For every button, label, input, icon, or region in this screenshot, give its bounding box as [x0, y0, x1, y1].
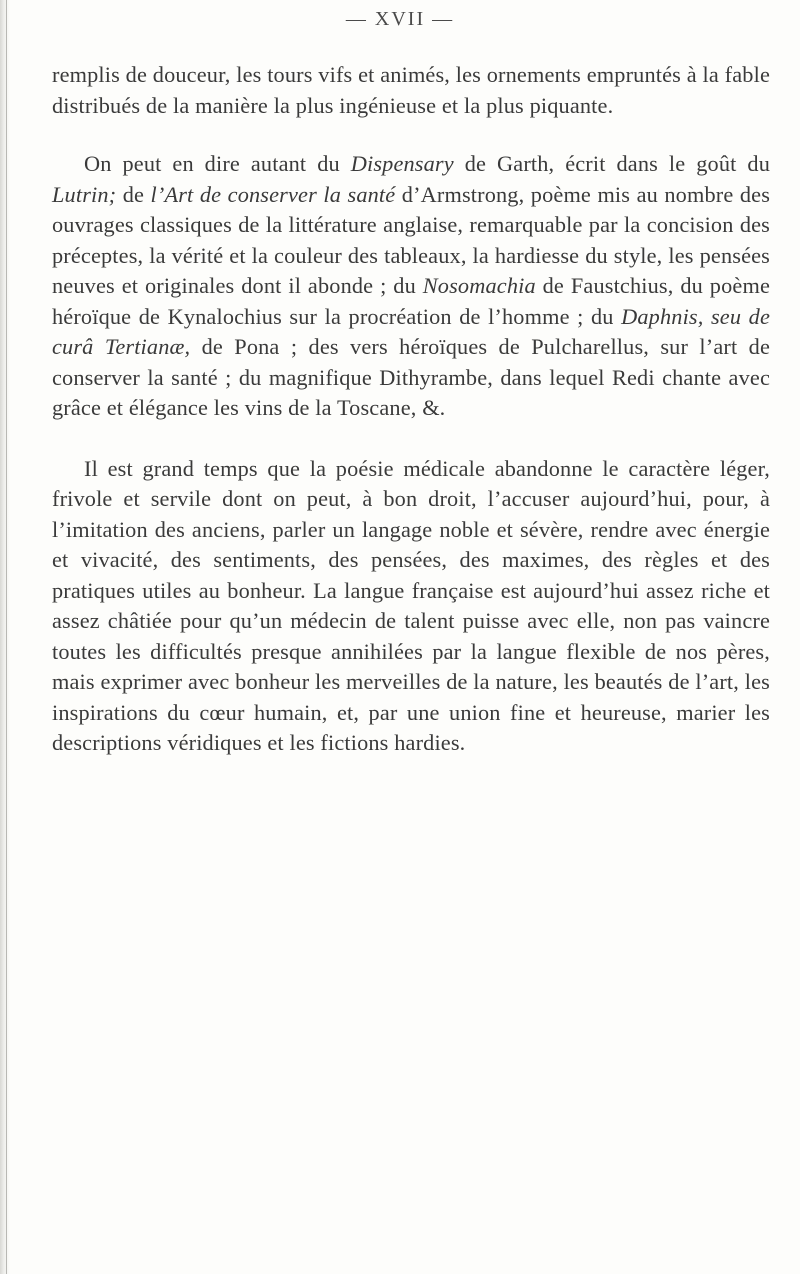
text-run: de [116, 181, 151, 207]
text-run: Il est grand temps que la poésie médicale abandonne le caractère léger, frivole et servile dont on peut, à bon droit, l’accuser aujourd’hui, pour, à l’imitation des anciens, parler un langage noble et sévère, rendre avec énergie et vivacité, des sentiments, des pensées, des maximes, des règles et des pratiques utiles au bonheur. La langue française est aujourd’hui assez riche et assez châtiée pour qu’un médecin de talent puisse avec elle, non pas vaincre toutes les difficultés presque annihilées par la langue flexible de nos pères, mais exprimer avec bonheur les merveilles de la nature, les beautés de l’art, les inspirations du cœur humain, et, par une union fine et heureuse, marier les descriptions véridiques et les fictions hardies. [52, 455, 770, 755]
text-run: remplis de douceur, les tours vifs et animés, les ornements empruntés à la fable distribués de la manière la plus ingénieuse et la plus piquante. [52, 62, 770, 118]
binding-edge [0, 0, 10, 1274]
italic-title: Daphnis, seu de curâ Tertianæ, [52, 303, 771, 359]
text-run: d’Armstrong, poème mis au nombre des ouvrages classiques de la littérature anglaise, remarquable par la concision des préceptes, la vérité et la couleur des tableaux, la hardiesse du style, les pensées neuves et originales dont il abonde ; du [52, 181, 771, 298]
page-number: — XVII — [345, 8, 455, 30]
italic-title: Dispensary [350, 151, 454, 176]
text-run: de Pona ; des vers héroïques de Pulcharellus, sur l’art de conserver la santé ; du magnifique Dithyrambe, dans lequel Redi chante avec grâce et élégance les vins de la Toscane, &. [52, 334, 770, 420]
text-run: de Faustchius, du poème héroïque de Kynalochius sur la procréation de l’homme ; du [52, 273, 770, 329]
paragraph-1 [52, 60, 770, 121]
binding-line [6, 0, 7, 1274]
paragraph-2 [52, 149, 770, 424]
text-run: On peut en dire autant du [84, 151, 351, 176]
body-text [52, 60, 770, 759]
paragraph-gap [52, 121, 770, 149]
text-run: de Garth, écrit dans le goût du [453, 151, 770, 176]
paragraph-3 [52, 454, 770, 759]
italic-title: Lutrin; [52, 181, 117, 207]
italic-title: l’Art de conserver la santé [150, 181, 396, 207]
paragraph-gap [52, 424, 770, 454]
italic-title: Nosomachia [422, 273, 536, 298]
